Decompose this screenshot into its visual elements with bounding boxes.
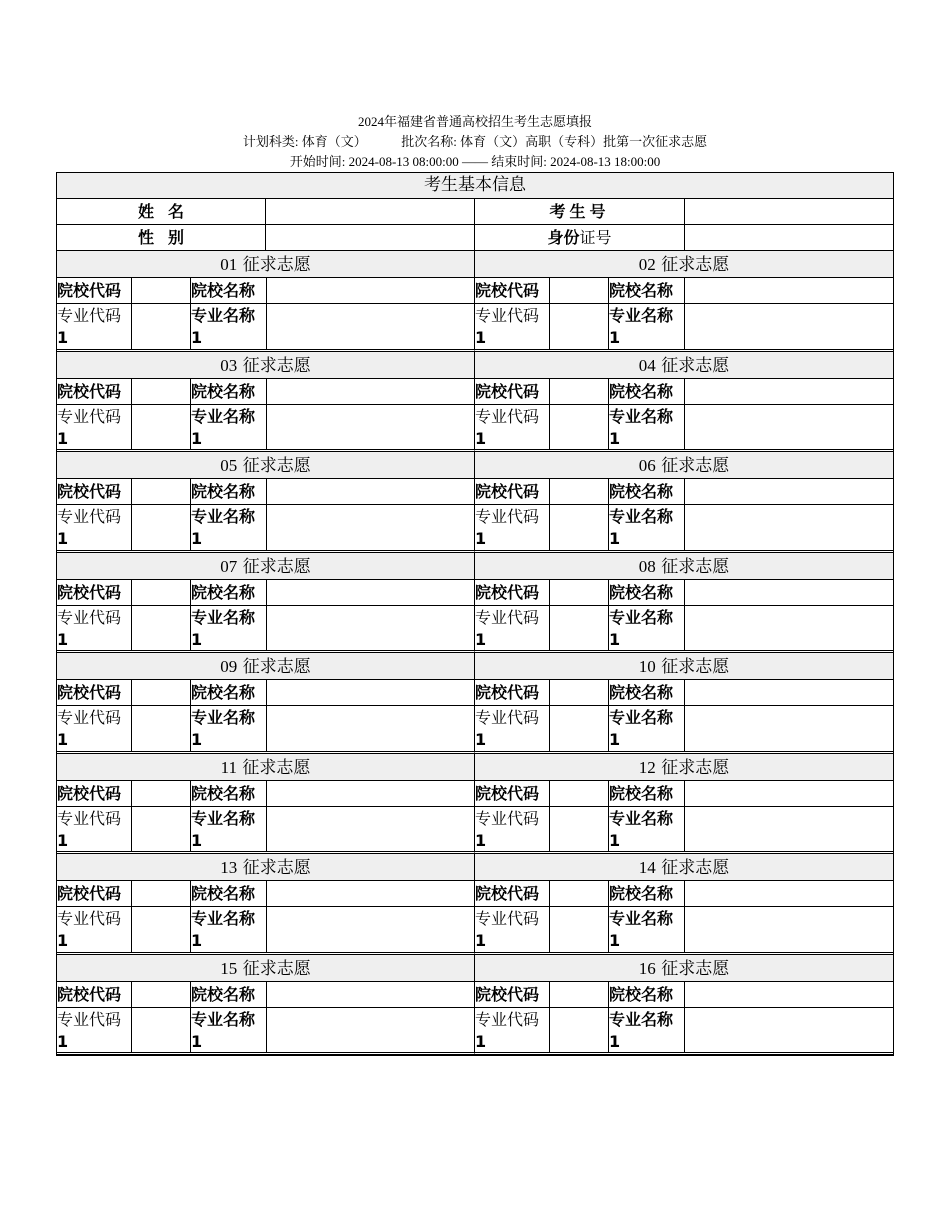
school-name-field[interactable] (685, 881, 893, 906)
school-code-label: 院校代码 (475, 982, 550, 1007)
major-index: 1 (609, 629, 621, 649)
school-name-label: 院校名称 (191, 278, 267, 303)
major-name-label: 专业名称 1 (191, 1008, 267, 1053)
major-row (57, 807, 474, 852)
school-name-field[interactable] (685, 379, 893, 404)
school-code-field[interactable] (550, 781, 609, 806)
major-index: 1 (57, 629, 69, 649)
school-code-label: 院校代码 (57, 580, 132, 605)
major-index: 1 (475, 629, 487, 649)
school-row (57, 580, 474, 606)
major-index: 1 (609, 730, 621, 749)
major-name-label: 专业名称 1 (609, 505, 685, 550)
major-row (475, 907, 893, 952)
choice-grid (57, 251, 893, 1055)
school-name-field[interactable] (685, 982, 893, 1007)
exam-no-label: 考生号 (475, 199, 685, 224)
school-code-field[interactable] (550, 278, 609, 303)
major-index: 1 (57, 328, 69, 347)
major-code-label: 专业代码 1 (57, 505, 132, 550)
major-index: 1 (191, 629, 203, 649)
major-name-label: 专业名称 1 (609, 405, 685, 450)
school-code-field[interactable] (132, 881, 191, 906)
school-code-field[interactable] (132, 680, 191, 705)
school-name-label: 院校名称 (191, 479, 267, 504)
school-row (57, 982, 474, 1008)
school-code-field[interactable] (550, 580, 609, 605)
choice-title (475, 754, 893, 781)
choice-block (475, 352, 893, 453)
choice-suffix: 征求志愿 (661, 757, 730, 778)
major-code-field[interactable] (132, 505, 191, 550)
major-code-label: 专业代码 1 (57, 304, 132, 349)
major-index: 1 (57, 931, 69, 950)
major-index: 1 (57, 1031, 69, 1051)
choice-number: 02 (638, 255, 656, 274)
major-row (57, 1008, 474, 1053)
major-code-label: 专业代码 1 (475, 606, 550, 651)
school-code-label: 院校代码 (57, 982, 132, 1007)
choice-block (57, 955, 475, 1056)
major-code-label: 专业代码 1 (475, 706, 550, 751)
choice-number: 13 (220, 858, 238, 877)
school-name-field[interactable] (685, 580, 893, 605)
major-name-field[interactable] (685, 304, 893, 349)
school-code-label: 院校代码 (475, 379, 550, 404)
school-code-label: 院校代码 (57, 278, 132, 303)
choice-number: 14 (638, 858, 656, 877)
batch-value: 体育（文）高职（专科）批第一次征求志愿 (460, 134, 708, 149)
school-code-field[interactable] (132, 580, 191, 605)
major-row (475, 505, 893, 550)
major-name-label: 专业名称 1 (609, 606, 685, 651)
choice-title (475, 251, 893, 278)
choice-block (475, 754, 893, 855)
major-name-field[interactable] (685, 505, 893, 550)
major-row (57, 304, 474, 349)
batch-label: 批次名称: (401, 134, 457, 149)
major-row (57, 706, 474, 751)
choice-block (475, 955, 893, 1056)
major-name-field[interactable] (685, 405, 893, 450)
major-name-label: 专业名称 1 (191, 505, 267, 550)
name-value (266, 199, 475, 224)
choice-number: 04 (638, 355, 656, 375)
choice-suffix: 征求志愿 (661, 958, 730, 979)
major-name-field[interactable] (685, 807, 893, 852)
school-code-label: 院校代码 (475, 781, 550, 806)
choice-title (475, 553, 893, 580)
school-name-label: 院校名称 (191, 781, 267, 806)
school-name-label: 院校名称 (609, 379, 685, 404)
major-name-label: 专业名称 1 (609, 907, 685, 952)
school-name-label: 院校名称 (609, 982, 685, 1007)
major-index: 1 (191, 931, 203, 950)
school-code-field[interactable] (550, 881, 609, 906)
choice-title (475, 352, 893, 379)
major-name-field[interactable] (267, 405, 474, 450)
choice-title (57, 653, 474, 680)
major-code-field[interactable] (550, 304, 609, 349)
major-index: 1 (609, 931, 621, 950)
choice-title (475, 955, 893, 982)
major-index: 1 (191, 1031, 203, 1051)
major-index: 1 (475, 730, 487, 749)
major-name-field[interactable] (267, 606, 474, 651)
school-row (475, 479, 893, 505)
major-index: 1 (609, 830, 621, 850)
major-index: 1 (475, 529, 487, 548)
form-title: 2024年福建省普通高校招生考生志愿填报 (357, 114, 592, 129)
school-code-label: 院校代码 (475, 680, 550, 705)
plan-batch-line (0, 132, 950, 152)
school-name-field[interactable] (685, 781, 893, 806)
end-label: 结束时间: (491, 154, 547, 169)
choice-number: 11 (220, 757, 237, 777)
school-row (475, 680, 893, 706)
major-code-field[interactable] (550, 807, 609, 852)
major-code-label: 专业代码 1 (57, 1008, 132, 1053)
school-row (57, 680, 474, 706)
choice-number: 09 (220, 657, 238, 676)
choice-block (475, 553, 893, 654)
major-row (57, 606, 474, 651)
major-index: 1 (609, 328, 621, 347)
start-label: 开始时间: (289, 154, 346, 169)
choice-suffix: 征求志愿 (661, 657, 730, 677)
school-code-field[interactable] (550, 379, 609, 404)
school-name-field[interactable] (685, 278, 893, 303)
choice-suffix: 征求志愿 (242, 556, 311, 577)
school-code-label: 院校代码 (57, 479, 132, 504)
start-value: 2024-08-13 08:00:00 (348, 154, 459, 169)
major-name-label: 专业名称 1 (191, 807, 267, 852)
choice-title (57, 452, 474, 479)
school-code-field[interactable] (132, 479, 191, 504)
school-name-field[interactable] (267, 781, 474, 806)
choice-suffix: 征求志愿 (661, 255, 730, 275)
id-value (685, 225, 893, 250)
major-name-field[interactable] (685, 706, 893, 751)
choice-suffix: 征求志愿 (242, 958, 311, 979)
major-name-label: 专业名称 1 (191, 304, 267, 349)
choice-title (57, 251, 474, 278)
major-index: 1 (191, 328, 203, 347)
choice-title (57, 553, 474, 580)
school-code-label: 院校代码 (475, 580, 550, 605)
choice-number: 01 (220, 255, 238, 274)
major-index: 1 (609, 428, 621, 448)
major-code-field[interactable] (550, 505, 609, 550)
school-row (475, 881, 893, 907)
choice-block (57, 754, 475, 855)
major-index: 1 (57, 428, 69, 448)
choice-number: 10 (638, 657, 656, 676)
gender-value (266, 225, 475, 250)
major-row (475, 606, 893, 651)
school-name-label: 院校名称 (609, 680, 685, 705)
school-name-label: 院校名称 (609, 278, 685, 303)
plan-label: 计划科类: (242, 134, 299, 149)
school-code-label: 院校代码 (57, 881, 132, 906)
choice-number: 12 (638, 757, 656, 777)
choice-block (475, 452, 893, 553)
school-row (57, 881, 474, 907)
info-row-name (57, 199, 893, 225)
major-name-field[interactable] (685, 907, 893, 952)
major-name-field[interactable] (267, 505, 474, 550)
time-line (0, 152, 950, 172)
major-name-field[interactable] (267, 907, 474, 952)
major-index: 1 (191, 730, 203, 749)
major-index: 1 (57, 529, 69, 548)
major-code-field[interactable] (132, 807, 191, 852)
major-name-field[interactable] (685, 606, 893, 651)
major-code-label: 专业代码 1 (57, 807, 132, 852)
major-index: 1 (609, 529, 621, 548)
school-name-label: 院校名称 (609, 881, 685, 906)
choice-number: 06 (638, 456, 656, 475)
major-code-field[interactable] (132, 405, 191, 450)
major-index: 1 (475, 328, 487, 347)
major-index: 1 (191, 830, 203, 850)
school-code-field[interactable] (550, 982, 609, 1007)
school-name-label: 院校名称 (191, 379, 267, 404)
id-label: 身份证号 (475, 225, 685, 250)
major-code-label: 专业代码 1 (475, 304, 550, 349)
info-row-gender (57, 225, 893, 251)
time-separator: —— (462, 154, 488, 169)
school-name-field[interactable] (267, 278, 474, 303)
major-row (475, 304, 893, 349)
choice-number: 15 (220, 958, 238, 978)
choice-title (57, 754, 474, 781)
end-value: 2024-08-13 18:00:00 (550, 154, 661, 169)
school-row (475, 379, 893, 405)
school-code-field[interactable] (550, 479, 609, 504)
choice-suffix: 征求志愿 (661, 456, 730, 476)
school-name-label: 院校名称 (609, 781, 685, 806)
school-row (57, 278, 474, 304)
school-name-field[interactable] (267, 479, 474, 504)
choice-block (475, 653, 893, 754)
choice-block (57, 553, 475, 654)
school-code-label: 院校代码 (57, 680, 132, 705)
school-name-label: 院校名称 (191, 580, 267, 605)
major-name-label: 专业名称 1 (191, 706, 267, 751)
major-row (475, 405, 893, 450)
major-index: 1 (475, 830, 487, 850)
choice-title (57, 955, 474, 982)
major-name-label: 专业名称 1 (191, 606, 267, 651)
choice-title (57, 854, 474, 881)
major-index: 1 (57, 830, 69, 850)
choice-block (475, 854, 893, 955)
choice-suffix: 征求志愿 (661, 556, 730, 577)
choice-block (57, 452, 475, 553)
school-name-label: 院校名称 (191, 982, 267, 1007)
major-index: 1 (475, 931, 487, 950)
school-name-field[interactable] (685, 680, 893, 705)
school-code-field[interactable] (132, 781, 191, 806)
school-row (475, 580, 893, 606)
school-row (57, 781, 474, 807)
school-name-label: 院校名称 (191, 680, 267, 705)
exam-no-value (685, 199, 893, 224)
choice-suffix: 征求志愿 (242, 255, 311, 275)
school-name-field[interactable] (267, 580, 474, 605)
major-index: 1 (191, 428, 203, 448)
major-code-label: 专业代码 1 (475, 907, 550, 952)
major-code-field[interactable] (132, 606, 191, 651)
major-row (475, 807, 893, 852)
school-name-label: 院校名称 (191, 881, 267, 906)
major-index: 1 (609, 1031, 621, 1051)
major-code-label: 专业代码 1 (57, 907, 132, 952)
major-index: 1 (191, 529, 203, 548)
form-header (0, 112, 950, 172)
choice-suffix: 征求志愿 (242, 657, 311, 677)
major-code-field[interactable] (132, 907, 191, 952)
school-name-label: 院校名称 (609, 580, 685, 605)
major-name-label: 专业名称 1 (191, 907, 267, 952)
choice-suffix: 征求志愿 (661, 355, 730, 376)
major-code-field[interactable] (550, 606, 609, 651)
school-name-field[interactable] (267, 379, 474, 404)
major-name-field[interactable] (267, 706, 474, 751)
school-code-label: 院校代码 (475, 479, 550, 504)
school-code-label: 院校代码 (57, 781, 132, 806)
major-name-label: 专业名称 1 (609, 1008, 685, 1053)
major-name-label: 专业名称 1 (191, 405, 267, 450)
major-row (475, 1008, 893, 1053)
major-name-field[interactable] (267, 304, 474, 349)
school-name-label: 院校名称 (609, 479, 685, 504)
school-row (475, 278, 893, 304)
major-row (57, 405, 474, 450)
application-form (56, 172, 894, 1056)
major-index: 1 (475, 428, 487, 448)
choice-block (57, 653, 475, 754)
choice-block (57, 854, 475, 955)
major-index: 1 (475, 1031, 487, 1051)
major-code-field[interactable] (132, 304, 191, 349)
choice-number: 08 (638, 556, 656, 576)
school-code-field[interactable] (550, 680, 609, 705)
major-name-field[interactable] (267, 1008, 474, 1053)
choice-number: 16 (638, 958, 656, 978)
plan-value: 体育（文） (301, 134, 367, 149)
school-code-field[interactable] (132, 982, 191, 1007)
choice-suffix: 征求志愿 (242, 355, 311, 376)
choice-number: 03 (220, 355, 238, 375)
school-row (475, 781, 893, 807)
choice-title (475, 854, 893, 881)
major-index: 1 (57, 730, 69, 749)
major-code-label: 专业代码 1 (475, 405, 550, 450)
major-code-label: 专业代码 1 (475, 807, 550, 852)
school-code-label: 院校代码 (475, 881, 550, 906)
name-label: 姓名 (57, 199, 266, 224)
choice-suffix: 征求志愿 (242, 456, 311, 476)
major-name-label: 专业名称 1 (609, 304, 685, 349)
choice-block (475, 251, 893, 352)
major-code-field[interactable] (132, 1008, 191, 1053)
major-code-field[interactable] (550, 706, 609, 751)
basic-info-title: 考生基本信息 (57, 173, 893, 199)
school-code-label: 院校代码 (57, 379, 132, 404)
choice-block (57, 251, 475, 352)
major-code-label: 专业代码 1 (57, 405, 132, 450)
choice-block (57, 352, 475, 453)
school-name-field[interactable] (267, 881, 474, 906)
school-code-field[interactable] (132, 278, 191, 303)
choice-suffix: 征求志愿 (242, 858, 311, 878)
major-code-label: 专业代码 1 (57, 606, 132, 651)
major-name-label: 专业名称 1 (609, 706, 685, 751)
choice-suffix: 征求志愿 (661, 858, 730, 878)
major-code-field[interactable] (132, 706, 191, 751)
major-code-label: 专业代码 1 (475, 1008, 550, 1053)
major-code-label: 专业代码 1 (475, 505, 550, 550)
gender-label: 性别 (57, 225, 266, 250)
major-row (57, 505, 474, 550)
choice-suffix: 征求志愿 (242, 757, 311, 778)
school-row (57, 379, 474, 405)
school-code-field[interactable] (132, 379, 191, 404)
major-name-field[interactable] (685, 1008, 893, 1053)
major-row (475, 706, 893, 751)
major-name-field[interactable] (267, 807, 474, 852)
school-name-field[interactable] (267, 982, 474, 1007)
school-name-field[interactable] (685, 479, 893, 504)
major-row (57, 907, 474, 952)
major-code-field[interactable] (550, 405, 609, 450)
choice-title (475, 452, 893, 479)
school-code-label: 院校代码 (475, 278, 550, 303)
school-row (57, 479, 474, 505)
major-code-field[interactable] (550, 1008, 609, 1053)
choice-title (475, 653, 893, 680)
choice-number: 05 (220, 456, 238, 475)
major-code-field[interactable] (550, 907, 609, 952)
school-name-field[interactable] (267, 680, 474, 705)
choice-title (57, 352, 474, 379)
major-name-label: 专业名称 1 (609, 807, 685, 852)
major-code-label: 专业代码 1 (57, 706, 132, 751)
choice-number: 07 (220, 556, 238, 576)
school-row (475, 982, 893, 1008)
